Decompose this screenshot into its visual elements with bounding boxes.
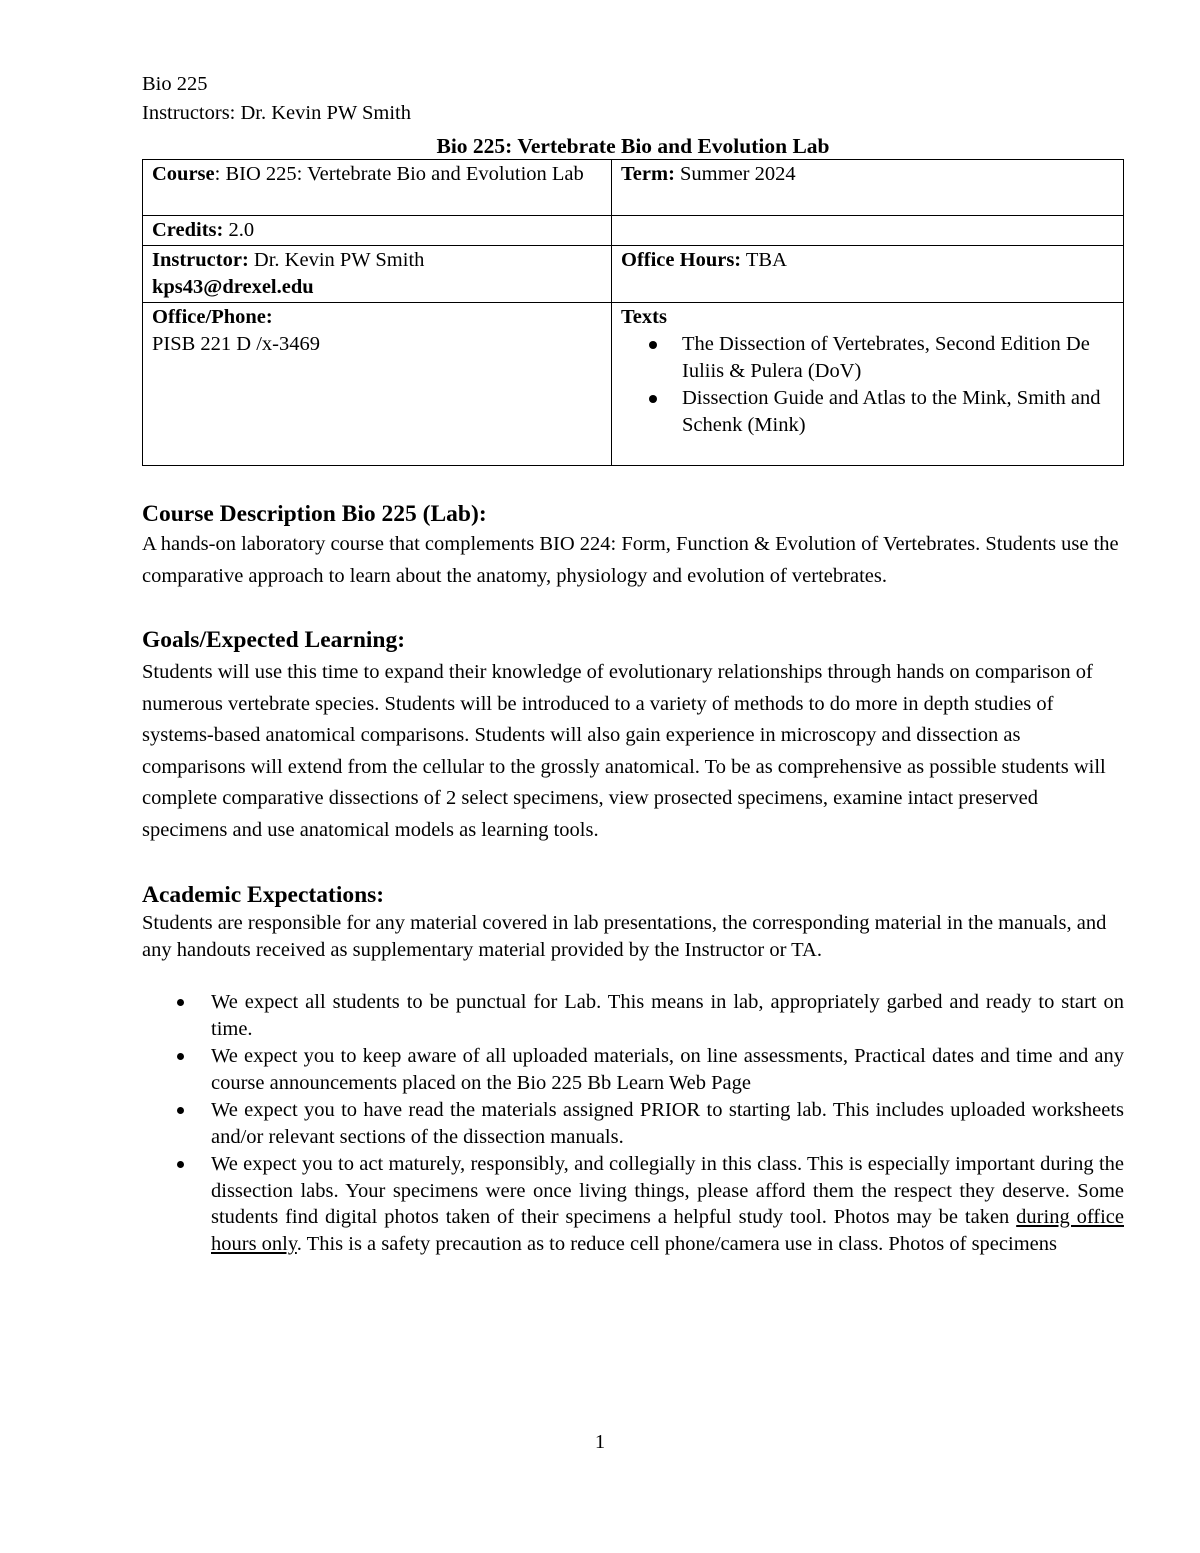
instructor-cell [143,246,612,303]
table-row [143,246,1124,303]
course-description-heading: Course Description Bio 225 (Lab): [142,501,487,527]
empty-cell [612,216,1124,246]
list-item [211,1151,1124,1257]
list-item: Dissection Guide and Atlas to the Mink, Smith and Schenk (Mink) [682,385,1114,439]
course-value: : BIO 225: Vertebrate Bio and Evolution Lab [214,163,584,185]
list-item: The Dissection of Vertebrates, Second Edition De Iuliis & Pulera (DoV) [682,331,1114,385]
term-cell [612,160,1124,216]
course-code-header: Bio 225 [142,73,208,95]
term-value: Summer 2024 [674,163,796,185]
office-hours-value: TBA [741,249,787,271]
table-row [143,216,1124,246]
office-phone-cell [143,303,612,466]
course-cell [143,160,612,216]
instructors-header: Instructors: Dr. Kevin PW Smith [142,102,411,124]
bullet-text: . This is a safety precaution as to reduce cell phone/camera use in class. Photos of specimens [296,1232,1057,1255]
texts-list [621,331,1114,439]
academic-body: Students are responsible for any material covered in lab presentations, the corresponding material in the manuals, and any handouts received as supplementary material provided by the Instructor or TA. [142,912,1107,961]
texts-label: Texts [621,306,667,328]
list-item: We expect you to keep aware of all uploaded materials, on line assessments, Practical dates and time and any course announcements placed on the Bio 225 Bb Learn Web Page [211,1043,1124,1096]
credits-cell [143,216,612,246]
office-phone-label: Office/Phone: [152,306,273,328]
course-label: Course [152,163,215,185]
course-description-body: A hands-on laboratory course that complements BIO 224: Form, Function & Evolution of Vertebrates. Students use the comparative approach to learn about the anatomy, physiology and evolution of vertebrates. [142,533,1119,587]
course-info-table [142,159,1124,466]
table-row [143,303,1124,466]
credits-label: Credits: [152,219,224,241]
instructor-value: Dr. Kevin PW Smith [248,249,425,271]
term-label: Term: [621,163,675,185]
table-row [143,160,1124,216]
list-item: We expect you to have read the materials assigned PRIOR to starting lab. This includes uploaded worksheets and/or relevant sections of the dissection manuals. [211,1097,1124,1150]
goals-heading: Goals/Expected Learning: [142,627,406,653]
document-title: Bio 225: Vertebrate Bio and Evolution Lab [436,134,830,158]
texts-cell [612,303,1124,466]
instructor-email: kps43@drexel.edu [152,276,314,298]
page-number: 1 [594,1431,606,1453]
list-item: We expect all students to be punctual for Lab. This means in lab, appropriately garbed and ready to start on time. [211,989,1124,1042]
document-page [142,70,1124,1258]
instructor-label: Instructor: [152,249,249,271]
bullet-text: We expect you to act maturely, responsibly, and collegially in this class. This is especially important during the dissection labs. Your specimens were once living things, please afford them the respect they deserve. Some students find digital photos taken of their specimens a helpful study tool. Photos may be taken [211,1153,1124,1228]
goals-body: Students will use this time to expand their knowledge of evolutionary relationships through hands on comparison of numerous vertebrate species. Students will be introduced to a variety of methods to do more in depth studies of systems-based anatomical comparisons. Students will also gain experience in microscopy and dissection as comparisons will extend from the cellular to the grossly anatomical. To be as comprehensive as possible students will complete comparative dissections of 2 select specimens, view prosected specimens, examine intact preserved specimens and use anatomical models as learning tools. [142,661,1106,841]
underlined-text: during office hours only [211,1206,1124,1255]
expectations-list [142,989,1124,1257]
office-phone-value: PISB 221 D /x-3469 [152,333,321,355]
credits-value: 2.0 [223,219,255,241]
office-hours-label: Office Hours: [621,249,742,271]
office-hours-cell [612,246,1124,303]
academic-heading: Academic Expectations: [142,882,385,908]
